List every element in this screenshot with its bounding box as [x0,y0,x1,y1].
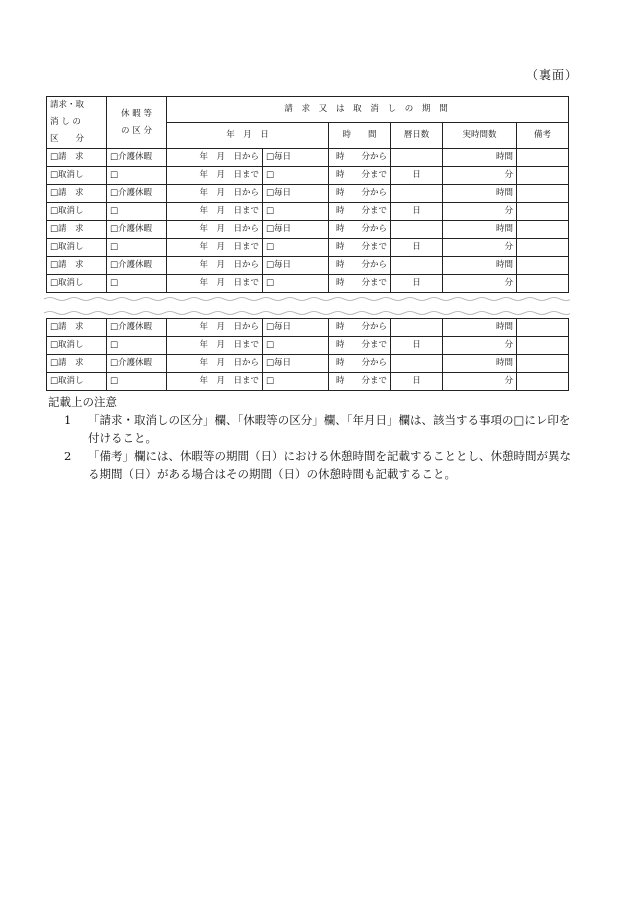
entry-row-cancel [47,239,569,257]
days-cell [391,149,443,167]
leave-type-checkbox[interactable]: □介護休暇 [107,221,167,239]
days-cell [391,185,443,203]
leave-type-blank-checkbox[interactable]: □ [107,337,167,355]
leave-type-blank-checkbox[interactable]: □ [107,167,167,185]
time-to: 時 分まで [329,337,391,355]
leave-request-table [46,96,569,293]
leave-type-blank-checkbox[interactable]: □ [107,203,167,221]
header-category: 請求・取 消 し の 区 分 [47,97,107,149]
time-from: 時 分から [329,185,391,203]
remarks-cell [517,275,569,293]
header-days: 暦日数 [391,123,443,149]
remarks-cell [517,319,569,337]
date-from: 年 月 日から [167,319,263,337]
header-time: 時 間 [329,123,391,149]
category-cancel-checkbox[interactable]: □取消し [47,239,107,257]
date-from: 年 月 日から [167,221,263,239]
remarks-cell [517,257,569,275]
category-request-checkbox[interactable]: □請 求 [47,355,107,373]
remarks-cell [517,239,569,257]
entry-row-cancel [47,337,569,355]
header-actual-hours: 実時間数 [443,123,517,149]
daily-checkbox[interactable]: □毎日 [263,319,329,337]
remarks-cell [517,221,569,239]
actual-minutes-cell: 分 [443,373,517,391]
date-to: 年 月 日まで [167,239,263,257]
category-cancel-checkbox[interactable]: □取消し [47,275,107,293]
entry-row-request [47,257,569,275]
actual-minutes-cell: 分 [443,203,517,221]
leave-type-checkbox[interactable]: □介護休暇 [107,355,167,373]
category-request-checkbox[interactable]: □請 求 [47,149,107,167]
time-from: 時 分から [329,319,391,337]
days-cell [391,257,443,275]
entry-row-cancel [47,373,569,391]
remarks-cell [517,373,569,391]
remarks-cell [517,185,569,203]
category-cancel-checkbox[interactable]: □取消し [47,167,107,185]
category-request-checkbox[interactable]: □請 求 [47,257,107,275]
days-cell: 日 [391,239,443,257]
leave-type-blank-checkbox[interactable]: □ [107,275,167,293]
daily-checkbox[interactable]: □毎日 [263,221,329,239]
category-cancel-checkbox[interactable]: □取消し [47,373,107,391]
days-cell: 日 [391,203,443,221]
leave-request-table-continued [46,318,569,391]
time-from: 時 分から [329,355,391,373]
table-break [44,294,570,318]
date-blank-checkbox[interactable]: □ [263,275,329,293]
time-from: 時 分から [329,149,391,167]
category-request-checkbox[interactable]: □請 求 [47,319,107,337]
date-from: 年 月 日から [167,149,263,167]
actual-minutes-cell: 分 [443,337,517,355]
actual-minutes-cell: 分 [443,167,517,185]
entry-row-request [47,221,569,239]
header-leave-type: 休 暇 等 の 区 分 [107,97,167,149]
leave-type-checkbox[interactable]: □介護休暇 [107,257,167,275]
actual-hours-cell: 時間 [443,221,517,239]
daily-checkbox[interactable]: □毎日 [263,185,329,203]
leave-type-blank-checkbox[interactable]: □ [107,373,167,391]
days-cell: 日 [391,373,443,391]
time-to: 時 分まで [329,239,391,257]
remarks-cell [517,337,569,355]
category-request-checkbox[interactable]: □請 求 [47,185,107,203]
entry-row-request [47,355,569,373]
remarks-cell [517,203,569,221]
entry-row-cancel [47,167,569,185]
days-cell: 日 [391,337,443,355]
date-blank-checkbox[interactable]: □ [263,239,329,257]
actual-hours-cell: 時間 [443,257,517,275]
date-from: 年 月 日から [167,185,263,203]
date-blank-checkbox[interactable]: □ [263,167,329,185]
header-date: 年 月 日 [167,123,329,149]
days-cell [391,221,443,239]
date-to: 年 月 日まで [167,167,263,185]
entry-row-cancel [47,275,569,293]
time-from: 時 分から [329,221,391,239]
category-request-checkbox[interactable]: □請 求 [47,221,107,239]
leave-type-blank-checkbox[interactable]: □ [107,239,167,257]
leave-type-checkbox[interactable]: □介護休暇 [107,149,167,167]
notes-heading: 記載上の注意 [48,395,117,409]
entry-row-request [47,319,569,337]
category-cancel-checkbox[interactable]: □取消し [47,203,107,221]
leave-type-checkbox[interactable]: □介護休暇 [107,319,167,337]
days-cell: 日 [391,275,443,293]
daily-checkbox[interactable]: □毎日 [263,257,329,275]
remarks-cell [517,167,569,185]
days-cell [391,319,443,337]
daily-checkbox[interactable]: □毎日 [263,355,329,373]
actual-hours-cell: 時間 [443,355,517,373]
time-to: 時 分まで [329,203,391,221]
date-to: 年 月 日まで [167,373,263,391]
date-to: 年 月 日まで [167,203,263,221]
actual-hours-cell: 時間 [443,185,517,203]
remarks-cell [517,355,569,373]
time-to: 時 分まで [329,373,391,391]
days-cell [391,355,443,373]
date-to: 年 月 日まで [167,337,263,355]
actual-hours-cell: 時間 [443,149,517,167]
remarks-cell [517,149,569,167]
entry-row-request [47,149,569,167]
date-blank-checkbox[interactable]: □ [263,373,329,391]
time-to: 時 分まで [329,275,391,293]
notes-section [48,393,578,483]
time-to: 時 分まで [329,167,391,185]
daily-checkbox[interactable]: □毎日 [263,149,329,167]
page-side-label: （裏面） [526,68,579,82]
header-remarks: 備考 [517,123,569,149]
entry-row-request [47,185,569,203]
note-item: 2 「備考」欄には、休暇等の期間（日）における休憩時間を記載することとし、休憩時間が異なる期間（日）がある場合はその期間（日）の休憩時間も記載すること。 [64,449,571,481]
leave-type-checkbox[interactable]: □介護休暇 [107,185,167,203]
category-cancel-checkbox[interactable]: □取消し [47,337,107,355]
days-cell: 日 [391,167,443,185]
date-from: 年 月 日から [167,355,263,373]
entry-row-cancel [47,203,569,221]
time-from: 時 分から [329,257,391,275]
actual-minutes-cell: 分 [443,275,517,293]
actual-hours-cell: 時間 [443,319,517,337]
note-item: 1 「請求・取消しの区分」欄、「休暇等の区分」欄、「年月日」欄は、該当する事項の□にレ印を付けること。 [64,413,571,445]
date-blank-checkbox[interactable]: □ [263,337,329,355]
actual-minutes-cell: 分 [443,239,517,257]
header-period: 請 求 又 は 取 消 し の 期 間 [167,97,569,123]
date-from: 年 月 日から [167,257,263,275]
date-to: 年 月 日まで [167,275,263,293]
date-blank-checkbox[interactable]: □ [263,203,329,221]
